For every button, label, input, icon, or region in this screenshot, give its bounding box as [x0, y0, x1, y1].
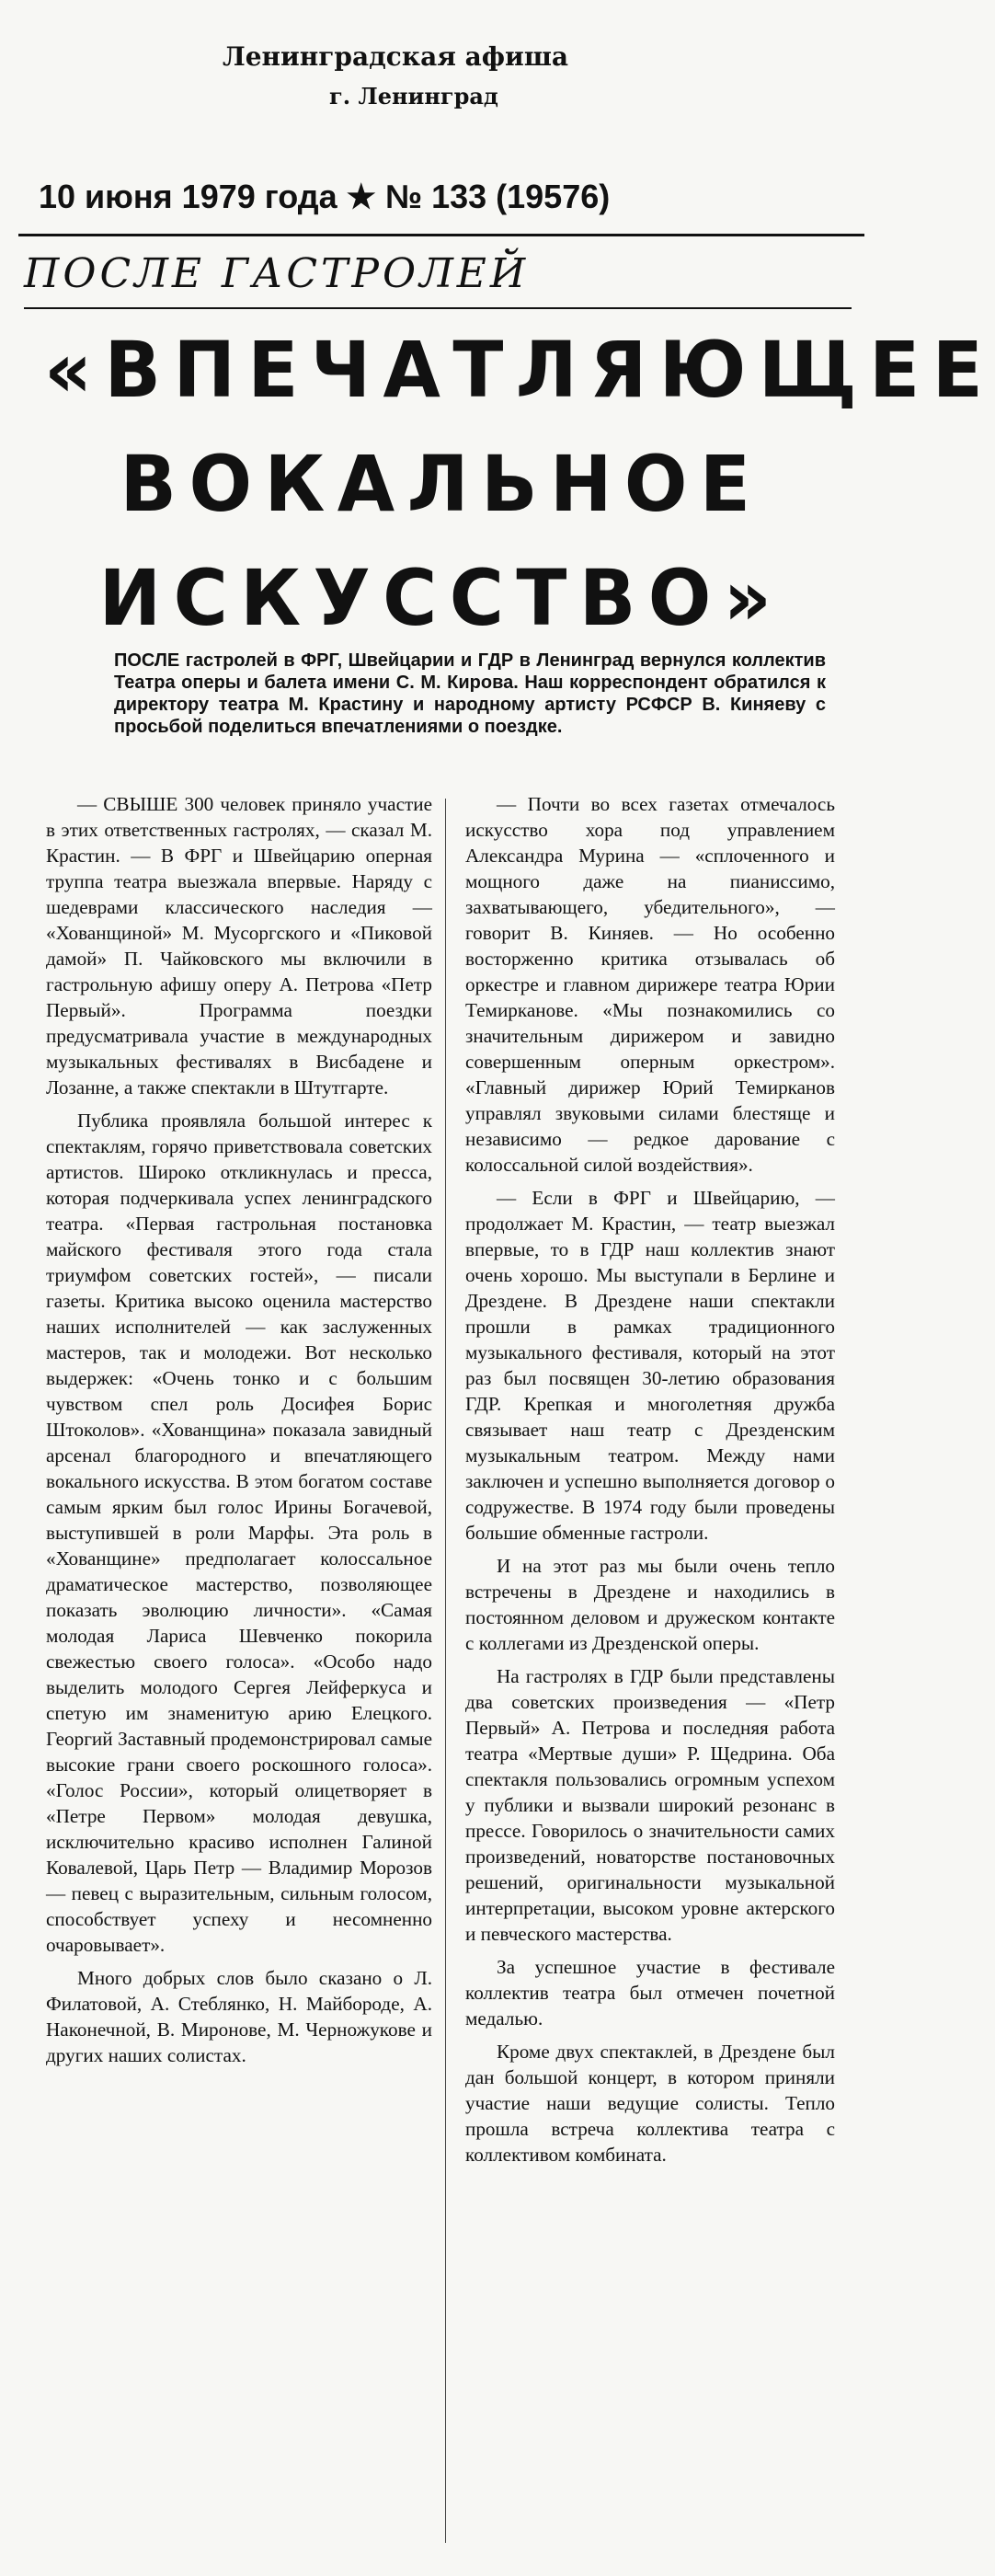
rubric-rule [24, 307, 852, 309]
article-column-right [465, 791, 835, 2175]
paragraph: На гастролях в ГДР были представлены два советских произведения — «Петр Первый» А. Петрова и последняя работа театра «Мертвые души» Р. Щедрина. Оба спектакля пользовались огромным успехом у публики и вызвали широкий резонанс в прессе. Говорилось о значительности самих произведений, новаторстве постановочных решений, оригинальности музыкальной интерпретации, высоком уровне актерского и певческого мастерства. [465, 1665, 835, 1945]
paragraph: И на этот раз мы были очень тепло встречены в Дрездене и находились в постоянном деловом и дружеском контакте с коллегами из Дрезденской оперы. [465, 1555, 835, 1654]
paragraph: Публика проявляла большой интерес к спектаклям, горячо приветствовала советских артистов. Широко откликнулась и пресса, которая подчеркивала успех ленинградского театра. «Первая гастрольная постановка майского фестиваля этого года стала триумфом советских гостей», — писали газеты. Критика высоко оценила мастерство наших исполнителей — как заслуженных мастеров, так и молодежи. Вот несколько выдержек: «Очень тонко и с большим чувством спел роль Досифея Борис Штоколов». «Хованщина» показала завидный арсенал благородного и впечатляющего вокального искусства. В этом богатом составе самым ярким был голос Ирины Богачевой, выступившей в роли Марфы. Эта роль в «Хованщине» предполагает колоссальное драматическое мастерство, позволяющее показать эволюцию личности». «Самая молодая Лариса Шевченко покорила свежестью своего голоса». «Особо надо выделить молодого Сергея Лейферкуса и спетую им знаменитую арию Елецкого. Георгий Заставный продемонстрировал самые высокие грани своего роскошного голоса». «Голос России», который олицетворяет в «Петре Первом» молодая девушка, исключительно красиво исполнен Галиной Ковалевой, Царь Петр — Владимир Морозов — певец с выразительным, сильным голосом, способствует успеху и несомненно очаровывает». [46, 1110, 432, 1956]
article-rubric: ПОСЛЕ ГАСТРОЛЕЙ [24, 250, 530, 297]
article-column-left [46, 791, 432, 2076]
paragraph: — Если в ФРГ и Швейцарию, — продолжает М. Крастин, — театр выезжал впервые, то в ГДР наш коллектив знают очень хорошо. Мы выступали в Берлине и Дрездене. В Дрездене наши спектакли прошли в рамках традиционного музыкального фестиваля, который на этот раз был посвящен 30-летию образования ГДР. Крепкая и многолетняя дружба связывает наш театр с Дрезденским музыкальным театром. Между нами заключен и успешно выполняется договор о содружестве. В 1974 году были проведены большие обменные гастроли. [465, 1187, 835, 1544]
paragraph: Много добрых слов было сказано о Л. Филатовой, А. Стеблянко, Н. Майбороде, А. Наконечной, В. Миронове, М. Черножукове и других наших солистах. [46, 1967, 432, 2066]
article-headline: «ВПЕЧАТЛЯЮЩЕЕ ВОКАЛЬНОЕ ИСКУССТВО» [44, 325, 995, 643]
paragraph: За успешное участие в фестивале коллектив театра был отмечен почетной медалью. [465, 1956, 835, 2030]
paragraph: — Почти во всех газетах отмечалось искусство хора под управлением Александра Мурина — «сплоченного и мощного даже на пианиссимо, захватывающего, убедительного», — говорит В. Киняев. — Но особенно восторженно критика отзывалась об оркестре и главном дирижере театра Юрии Темирканове. «Мы познакомились со значительным дирижером и завидно совершенным оперным оркестром». «Главный дирижер Юрий Темирканов управлял звуковыми силами блестяще и независимо — редкое дарование с колоссальной силой воздействия». [465, 793, 835, 1176]
issue-dateline: 10 июня 1979 года ★ № 133 (19576) [39, 178, 611, 215]
paragraph: Кроме двух спектаклей, в Дрездене был дан большой концерт, в котором приняли участие наши ведущие солисты. Тепло прошла встреча коллектива театра с коллективом комбината. [465, 2041, 835, 2166]
article-lead: ПОСЛЕ гастролей в ФРГ, Швейцарии и ГДР в Ленинград вернулся коллектив Театра оперы и балета имени С. М. Кирова. Наш корреспондент обратился к директору театра М. Крастину и народному артисту РСФСР В. Киняеву с просьбой поделиться впечатлениями о поездке. [114, 650, 826, 737]
paragraph: — СВЫШЕ 300 человек приняло участие в этих ответственных гастролях, — сказал М. Крастин. — В ФРГ и Швейцарию оперная труппа театра выезжала впервые. Наряду с шедеврами классического наследия — «Хованщиной» М. Мусоргского и «Пиковой дамой» П. Чайковского мы включили в гастрольную афишу оперу А. Петрова «Петр Первый». Программа поездки предусматривала участие в международных музыкальных фестивалях в Висбадене и Лозанне, а также спектакли в Штутгарте. [46, 793, 432, 1098]
newspaper-name: Ленинградская афиша [222, 41, 569, 72]
column-divider [445, 799, 446, 2543]
dateline-rule [18, 234, 864, 236]
newspaper-city: г. Ленинград [329, 83, 498, 109]
